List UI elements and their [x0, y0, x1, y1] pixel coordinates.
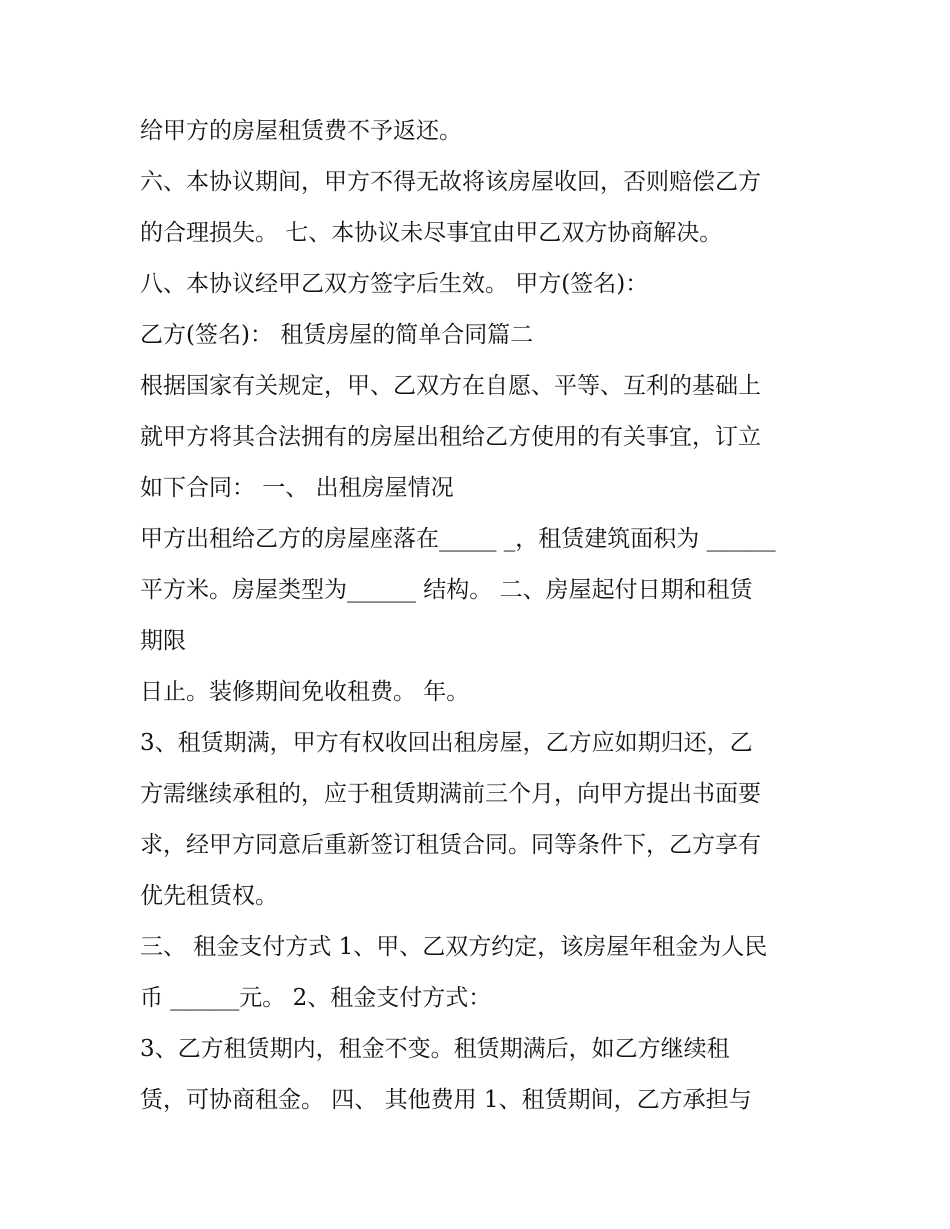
text-line: 优先租赁权。	[140, 883, 278, 909]
text-line: 日止。装修期间免收租费。 年。	[140, 679, 470, 705]
text-line: 的合理损失。 七、本协议未尽事宜由甲乙双方协商解决。	[140, 220, 723, 246]
text-line: 甲方出租给乙方的房屋座落在_____ _，租赁建筑面积为 ______	[140, 526, 776, 552]
text-line: 乙方(签名)： 租赁房屋的简单合同篇二	[140, 322, 534, 348]
text-line: 根据国家有关规定，甲、乙双方在自愿、平等、互利的基础上	[140, 373, 761, 399]
text-line: 方需继续承租的，应于租赁期满前三个月，向甲方提出书面要	[140, 781, 761, 807]
text-line: 3、乙方租赁期内，租金不变。租赁期满后，如乙方继续租	[140, 1036, 730, 1062]
text-line: 3、租赁期满，甲方有权收回出租房屋，乙方应如期归还，乙	[140, 730, 753, 756]
text-line: 六、本协议期间，甲方不得无故将该房屋收回，否则赔偿乙方	[140, 169, 761, 195]
text-line: 平方米。房屋类型为______ 结构。 二、房屋起付日期和租赁	[140, 577, 753, 603]
text-line: 三、 租金支付方式 1、甲、乙双方约定，该房屋年租金为人民	[140, 934, 768, 960]
text-line: 求，经甲方同意后重新签订租赁合同。同等条件下，乙方享有	[140, 832, 761, 858]
contract-text	[140, 106, 830, 1126]
text-line: 赁，可协商租金。 四、 其他费用 1、租赁期间，乙方承担与	[140, 1087, 752, 1113]
text-line: 就甲方将其合法拥有的房屋出租给乙方使用的有关事宜，订立	[140, 424, 761, 450]
text-line: 币 ______元。 2、租金支付方式：	[140, 985, 492, 1011]
text-line: 期限	[140, 628, 186, 654]
text-line: 给甲方的房屋租赁费不予返还。	[140, 118, 462, 144]
text-line: 如下合同： 一、 出租房屋情况	[140, 475, 454, 501]
text-line: 八、本协议经甲乙双方签字后生效。 甲方(签名)：	[140, 271, 649, 297]
